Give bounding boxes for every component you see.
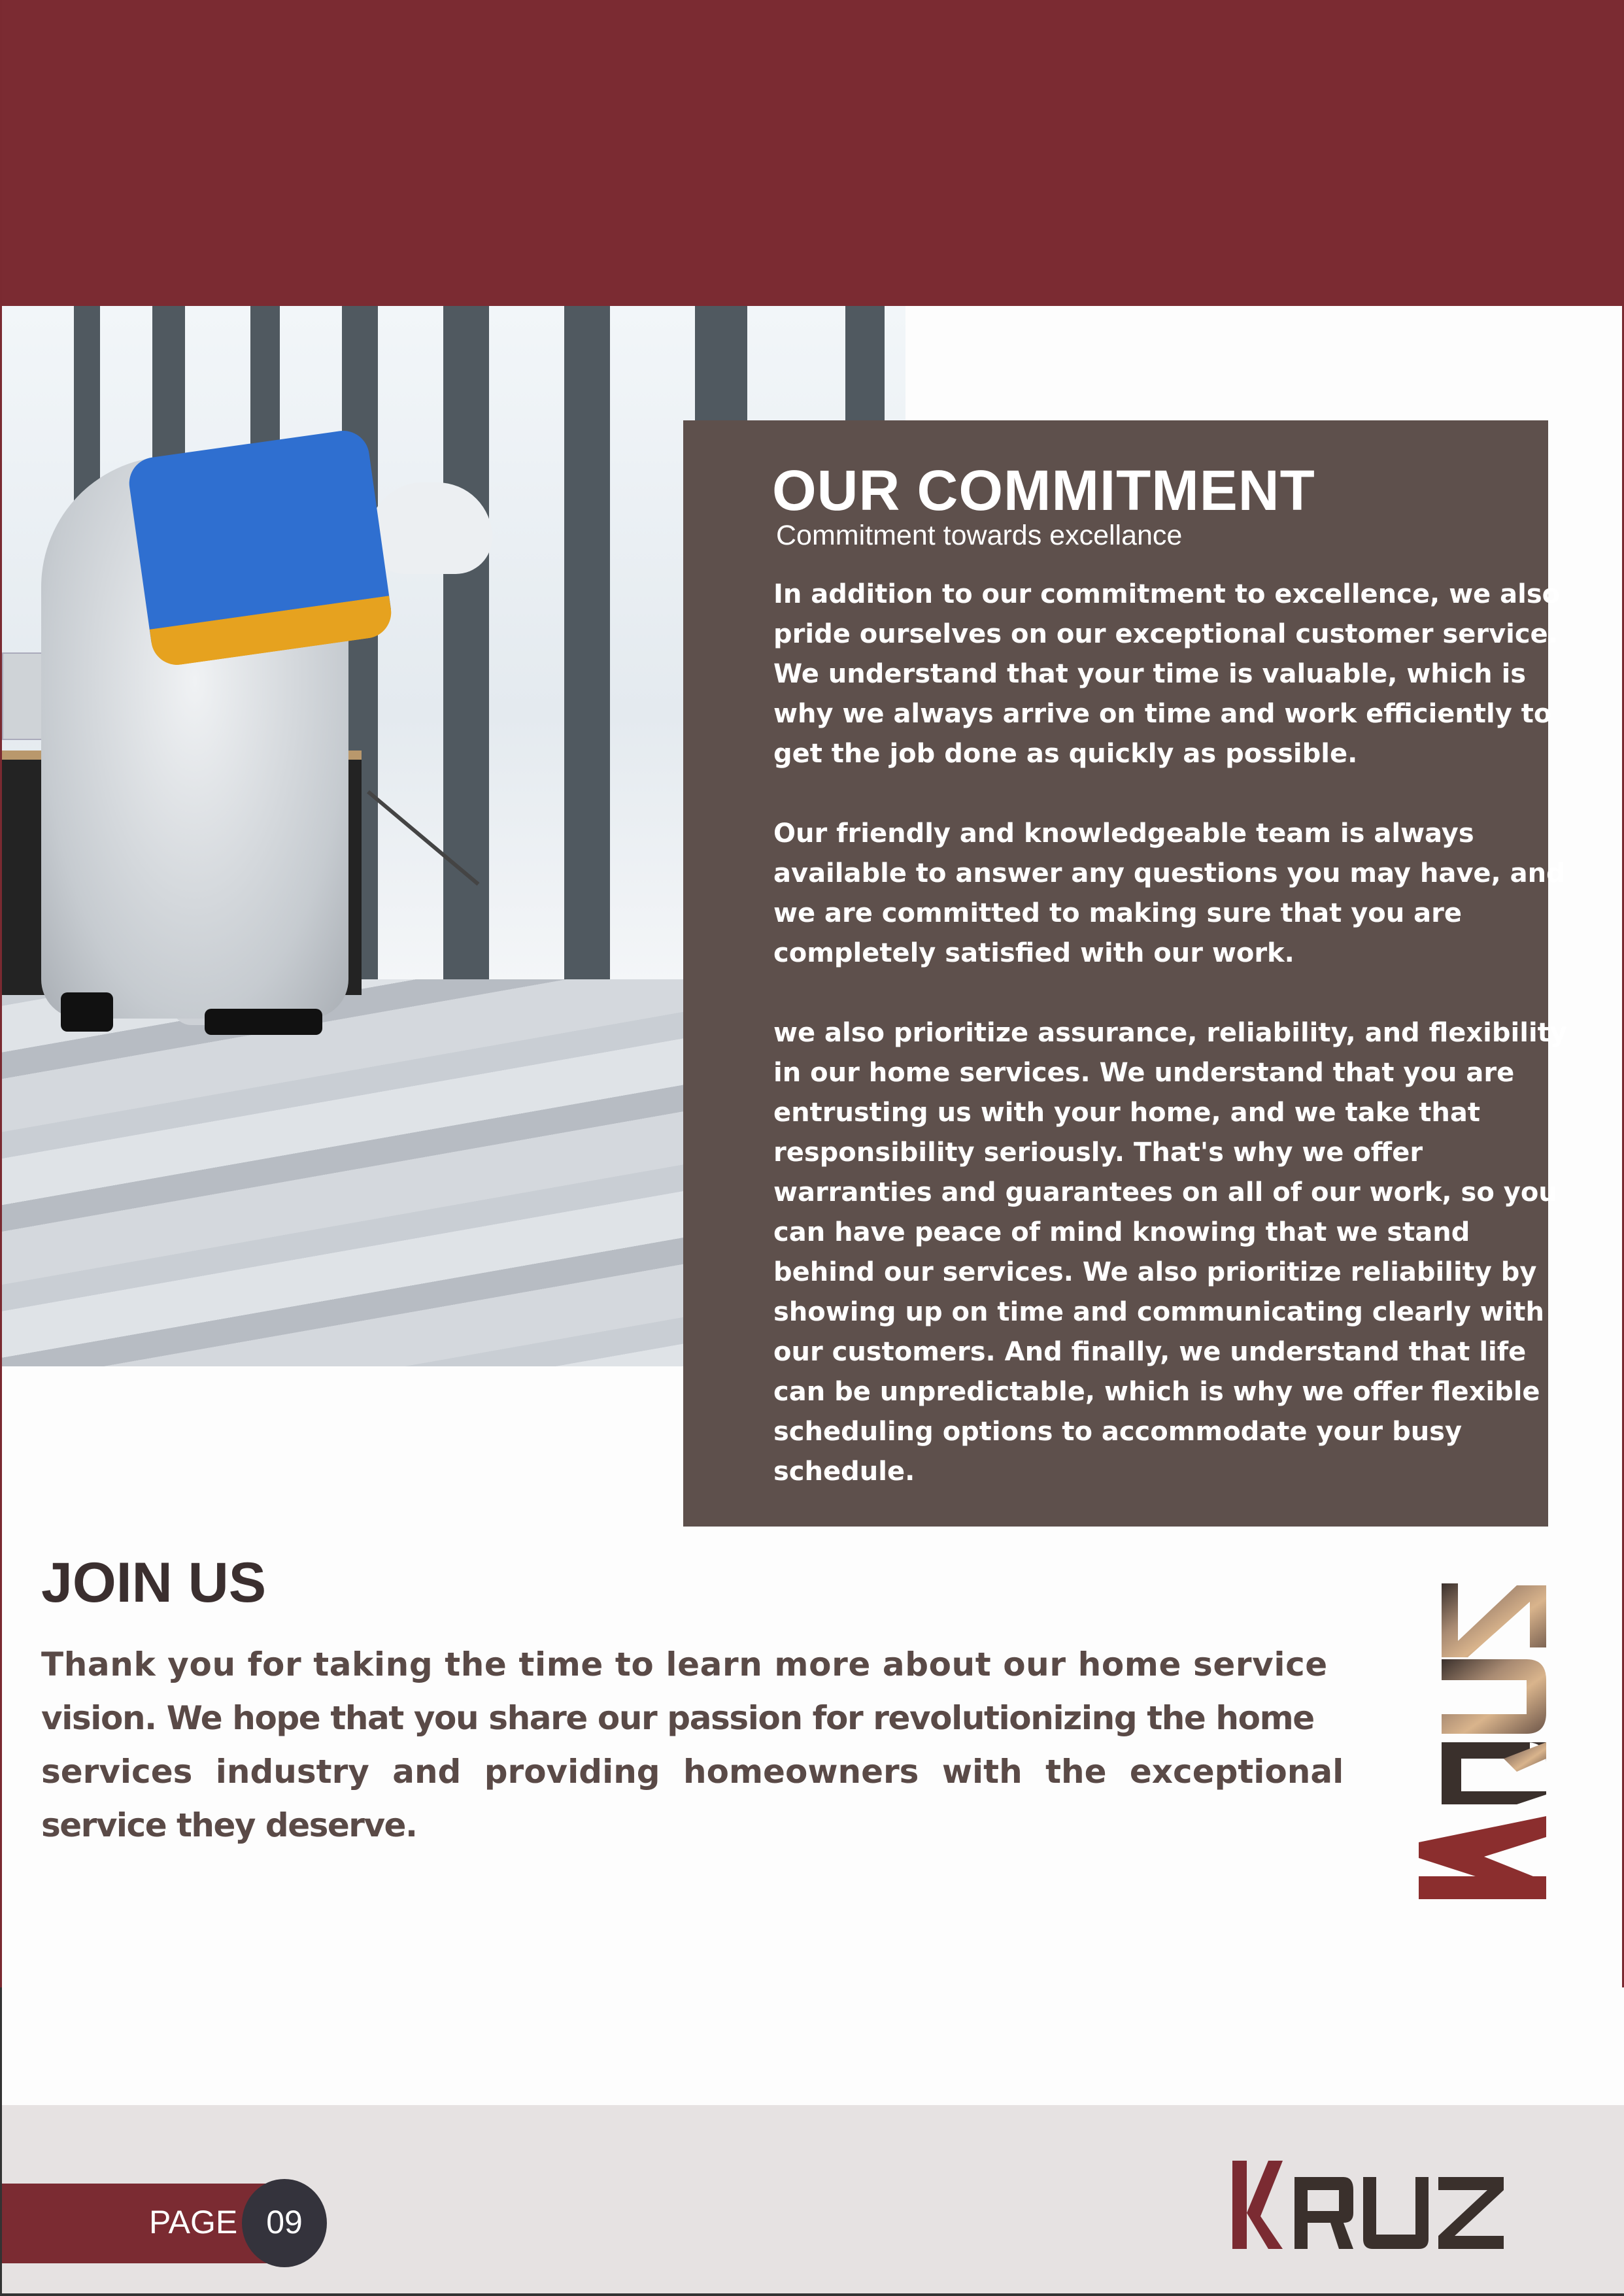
text-line: we are committed to making sure that you are [773,898,1463,928]
text-line: we also prioritize assurance, reliability, and flexibility [773,1018,1567,1048]
page-label: PAGE [149,2204,238,2240]
logo-letter-k [1232,2161,1247,2249]
worker-shoe [61,992,113,1032]
commitment-paragraph [773,814,1565,973]
window-pane [378,306,443,986]
logo-letter-u [1442,1659,1546,1734]
logo-text: KRUZ [1229,2157,1231,2158]
frame-border-left-lower [0,1987,2,2296]
window-pane [610,306,695,986]
text-line: showing up on time and communicating clearly with [773,1297,1545,1327]
logo-letter-k-diagonal [1247,2161,1283,2249]
text-line: service they deserve. [41,1806,417,1844]
text-line: In addition to our commitment to excellence, we also [773,579,1561,609]
window-pillar [443,306,489,986]
text-line: schedule. [773,1457,915,1487]
page-number: 09 [266,2204,303,2240]
commitment-title: OUR COMMITMENT [772,459,1315,522]
text-line: services industry and providing homeowners with the exceptional [41,1753,1344,1791]
text-line: Thank you for taking the time to learn more about our home service [41,1646,1328,1683]
logo-letter-r [1294,2177,1353,2249]
logo-letter-z [1438,2177,1504,2249]
logo-letter-u [1363,2177,1429,2249]
join-us-body [41,1638,1344,1852]
commitment-paragraph [773,575,1561,774]
commitment-subtitle: Commitment towards excellance [776,520,1183,551]
frame-border-bottom [0,2293,1624,2296]
text-line: behind our services. We also prioritize reliability by [773,1257,1537,1287]
text-line: vision. We hope that you share our passion for revolutionizing the home [41,1699,1314,1737]
text-line: completely satisfied with our work. [773,938,1294,968]
logo-letter-z [1442,1583,1546,1657]
commitment-body [773,575,1567,1532]
join-us-title: JOIN US [41,1551,267,1614]
vertical-kruz-logo [1412,1576,1556,2085]
text-line: Our friendly and knowledgeable team is always [773,819,1474,849]
text-line: our customers. And finally, we understand that life [773,1337,1527,1367]
frame-border-left [0,0,2,1987]
kruz-logo [1229,2157,1576,2255]
text-line: entrusting us with your home, and we take that [773,1098,1481,1128]
text-line: responsibility seriously. That's why we offer [773,1138,1423,1168]
text-line: can have peace of mind knowing that we stand [773,1217,1470,1247]
worker-shoe [205,1009,322,1035]
text-line: scheduling options to accommodate your busy [773,1417,1463,1447]
commitment-paragraph [773,1013,1567,1492]
text-line: in our home services. We understand that you are [773,1058,1515,1088]
text-line: why we always arrive on time and work efficiently to [773,699,1552,729]
text-line: warranties and guarantees on all of our work, so you [773,1177,1557,1207]
window-pillar [564,306,610,986]
text-line: We understand that your time is valuable, which is [773,659,1527,689]
header-band [0,0,1624,306]
sprayer-tank [126,428,395,668]
logo-letter-k [1419,1816,1546,1899]
text-line: can be unpredictable, which is why we offer flexible [773,1377,1540,1407]
commitment-panel [683,420,1567,1527]
worker-hood [368,482,492,574]
text-line: available to answer any questions you may have, and [773,858,1565,888]
text-line: pride ourselves on our exceptional customer service. [773,619,1558,649]
text-line: get the job done as quickly as possible. [773,739,1358,769]
window-pane [489,306,564,986]
